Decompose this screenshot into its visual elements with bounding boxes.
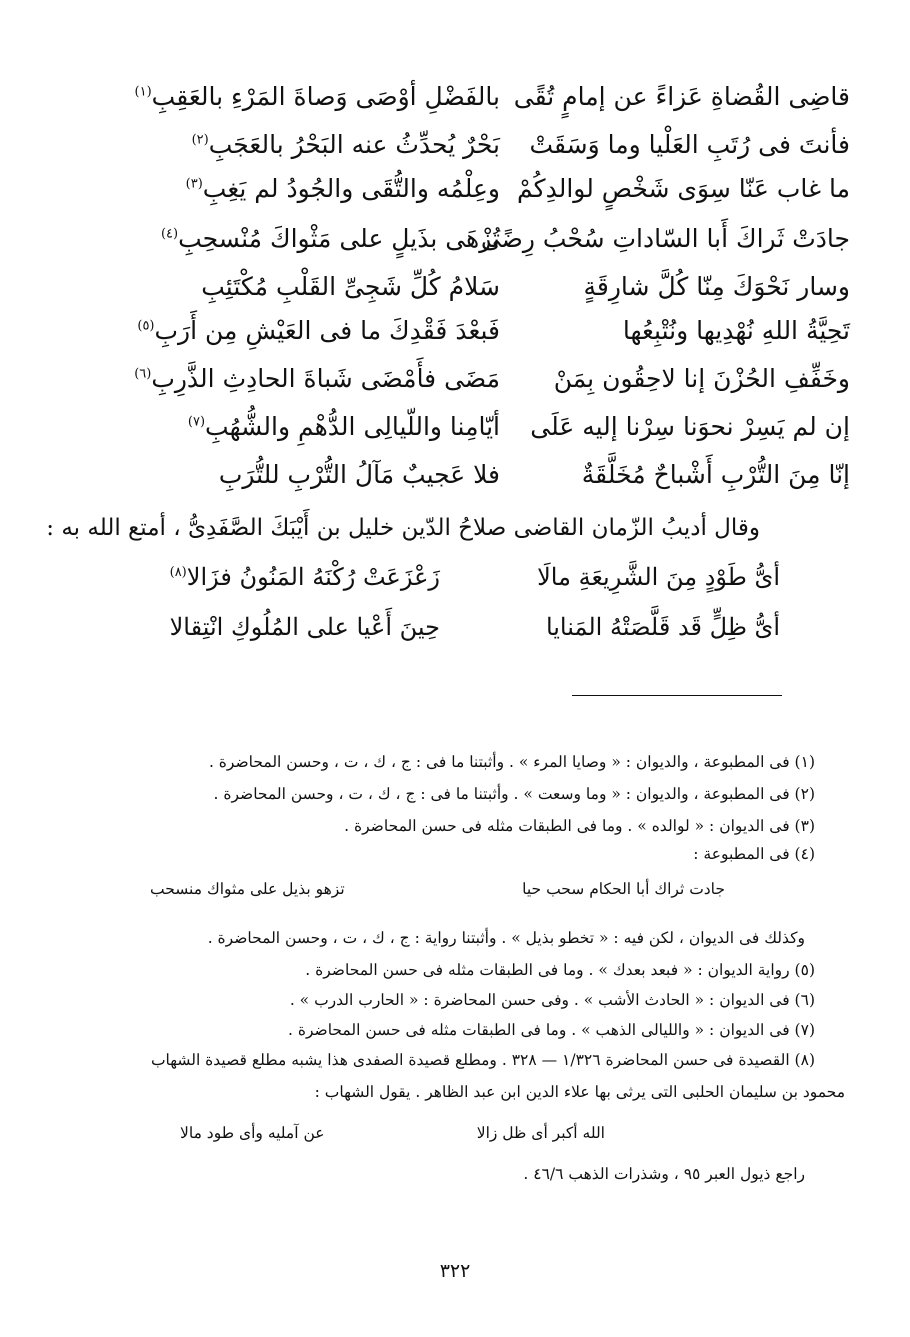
footnote-4-verse-right: جادت ثراك أبا الحكام سحب حيا (522, 880, 725, 898)
verse-2 (60, 122, 850, 168)
footnote-4-verse-left: تزهو بذيل على مثواك منسحب (150, 880, 345, 898)
footnote-5: (٥) رواية الديوان : « فبعد بعدك » . وما فى الطبقات مثله فى حسن المحاضرة . (305, 961, 815, 979)
footnote-7: (٧) فى الديوان : « والليالى الذهب » . وما فى الطبقات مثله فى حسن المحاضرة . (288, 1021, 815, 1039)
verse-4 (60, 216, 850, 262)
footnote-8-ref: راجع ذيول العبر ٩٥ ، وشذرات الذهب ٤٦/٦ . (523, 1165, 805, 1183)
footnote-8-verse-left: عن آمليه وأى طود مالا (180, 1124, 325, 1142)
footnote-8-verse-right: الله أكبر أى ظل زالا (476, 1124, 605, 1142)
footnote-8-cont: محمود بن سليمان الحلبى التى يرثى بها علاء الدين ابن عبد الظاهر . يقول الشهاب : (314, 1083, 845, 1101)
footnote-4-cont: وكذلك فى الديوان ، لكن فيه : « تخطو بذيل » . وأثبتنا رواية : ج ، ك ، ت ، وحسن المحاضرة . (207, 929, 805, 947)
footnote-4: (٤) فى المطبوعة : (693, 845, 815, 863)
footnote-separator (572, 695, 782, 696)
verse-6-right: تَحِيَّةُ اللهِ نُهْدِيها ونُتْبِعُها (622, 316, 850, 345)
poem2-verse-1 (0, 552, 910, 602)
verse-9-right: إنّا مِنَ التُّرْبِ أَشْباحٌ مُخَلَّقَةٌ (581, 460, 850, 489)
verse-3 (60, 166, 850, 212)
verse-8-left: أيّامِنا واللّيالِى الدُّهْمِ والشُّهُبِ$^{(٧)}$ (187, 412, 500, 441)
verse-3-right: ما غاب عَنّا سِوَى شَخْصٍ لوالدِكُمْ (517, 174, 850, 203)
verse-6 (60, 308, 850, 354)
page-number: ٣٢٢ (439, 1260, 471, 1282)
verse-7 (60, 356, 850, 402)
verse-4-left: تُزْهَى بذَيلٍ على مَثْواكَ مُنْسحِبِ$^{(٤)}$ (160, 224, 500, 253)
verse-8 (60, 404, 850, 450)
poem2-verse-1-left: زَعْزَعَتْ رُكْنَهُ المَنُونُ فزَالا$^{(٨)}$ (169, 563, 440, 591)
verse-9 (60, 452, 850, 498)
verse-5 (60, 264, 850, 310)
footnote-6: (٦) فى الديوان : « الحادث الأشب » . وفى حسن المحاضرة : « الحارب الدرب » . (289, 991, 815, 1009)
footnote-ref: (٥) (137, 318, 155, 334)
verse-9-left: فلا عَجيبٌ مَآلُ التُّرْبِ للتُّرَبِ (218, 460, 500, 489)
verse-3-left: وعِلْمُه والتُّقَى والجُودُ لم يَغِبِ$^{(٣)}$ (185, 174, 500, 203)
verse-2-right: فأنتَ فى رُتَبِ العَلْيا وما وَسَقَتْ (529, 130, 850, 159)
verse-2-left: بَحْرٌ يُحدِّثُ عنه البَحْرُ بالعَجَبِ$^{(٢)}$ (191, 130, 500, 159)
poem2-verse-2 (0, 602, 910, 652)
footnote-ref: (١) (134, 84, 152, 100)
footnote-1: (١) فى المطبوعة ، والديوان : « وصايا المرء » . وأثبتنا ما فى : ج ، ك ، ت ، وحسن المحاضرة . (208, 753, 815, 771)
verse-5-left: سَلامُ كُلِّ شَجِىِّ القَلْبِ مُكْتَئِبِ (201, 272, 500, 301)
prose-line: وقال أديبُ الزّمان القاضى صلاحُ الدّين خليل بن أَيْبَكَ الصَّفَدِىُّ ، أمتع الله به : (46, 515, 760, 541)
verse-4-right: جادَتْ ثَراكَ أَبا السّاداتِ سُحْبُ رِضًى (480, 224, 850, 253)
verse-7-left: مَضَى فأَمْضَى شَباةَ الحادِثِ الذَّرِبِ$^{(٦)}$ (134, 364, 500, 393)
footnote-8: (٨) القصيدة فى حسن المحاضرة ١/٣٢٦ — ٣٢٨ . ومطلع قصيدة الصفدى هذا يشبه مطلع قصيدة الشهاب (150, 1051, 815, 1069)
poem2-verse-1-right: أىُّ طَوْدٍ مِنَ الشَّرِيعَةِ مالَا (537, 563, 780, 591)
verse-1 (60, 74, 850, 120)
verse-7-right: وخَفِّفِ الحُزْنَ إنا لاحِقُون بِمَنْ (553, 364, 850, 393)
verse-6-left: فَبعْدَ فَقْدِكَ ما فى العَيْشِ مِن أَرَبِ$^{(٥)}$ (137, 316, 500, 345)
footnote-ref: (٦) (134, 366, 152, 382)
footnote-3: (٣) فى الديوان : « لوالده » . وما فى الطبقات مثله فى حسن المحاضرة . (344, 817, 815, 835)
verse-5-right: وسار نَحْوَكَ مِنّا كُلَّ شارِقَةٍ (583, 272, 850, 301)
footnote-ref: (٢) (191, 132, 209, 148)
verse-1-right: قاضِى القُضاةِ عَزاءً عن إمامٍ تُقًى (513, 82, 850, 111)
footnote-ref: (٨) (169, 565, 187, 580)
poem2-verse-2-right: أىُّ ظِلٍّ قَد قَلَّصَتْهُ المَنايا (545, 613, 780, 641)
footnote-2: (٢) فى المطبوعة ، والديوان : « وما وسعت » . وأثبتنا ما فى : ج ، ك ، ت ، وحسن المحاضرة . (213, 785, 815, 803)
footnote-ref: (٤) (160, 226, 179, 242)
footnote-ref: (٧) (187, 414, 206, 430)
footnote-ref: (٣) (185, 176, 203, 192)
verse-1-left: بالفَضْلِ أوْصَى وَصاةَ المَرْءِ بالعَقِبِ$^{(١)}$ (134, 82, 500, 111)
poem2-verse-2-left: حِينَ أَعْيا على المُلُوكِ انْتِقالا (169, 613, 440, 641)
verse-8-right: إن لم يَسِرْ نحوَنا سِرْنا إليه عَلَى (530, 412, 850, 441)
